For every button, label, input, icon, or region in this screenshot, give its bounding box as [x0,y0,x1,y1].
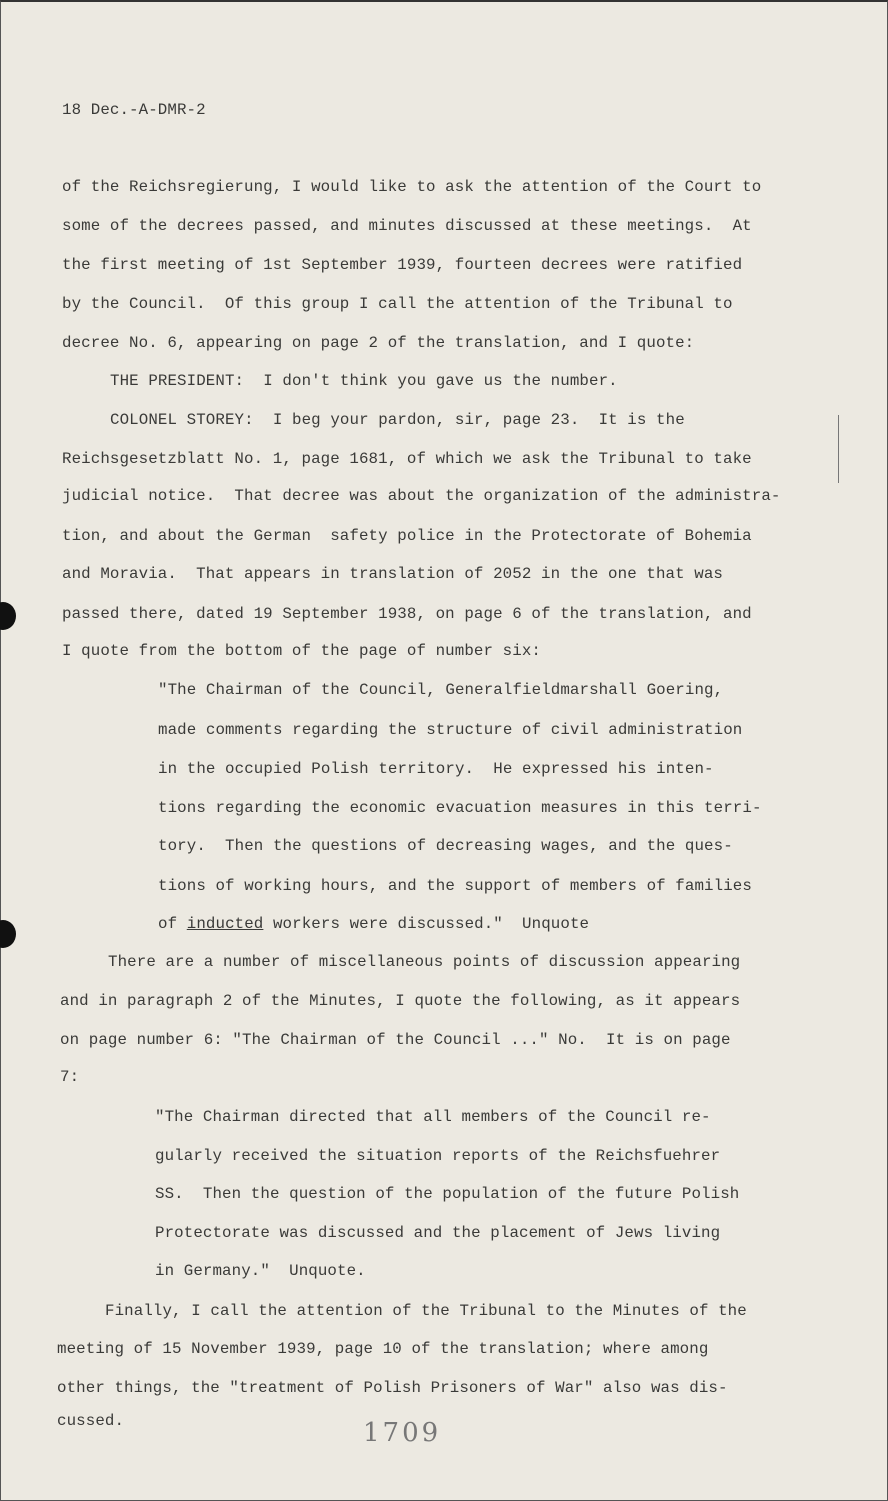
quote-line: tions of working hours, and the support of members of families [158,877,752,895]
text-line: tion, and about the German safety police in the Protectorate of Bohemia [62,527,752,545]
text-line: by the Council. Of this group I call the attention of the Tribunal to [62,295,733,313]
text-line: cussed. [57,1412,125,1430]
text-line: There are a number of miscellaneous points of discussion appearing [108,953,741,971]
text-line: I quote from the bottom of the page of number six: [62,642,541,660]
text-line: Finally, I call the attention of the Tribunal to the Minutes of the [105,1302,747,1320]
text-line: some of the decrees passed, and minutes discussed at these meetings. At [62,217,752,235]
quote-line: gularly received the situation reports of the Reichsfuehrer [155,1147,721,1165]
text-line: THE PRESIDENT: I don't think you gave us the number. [110,372,618,390]
text-line: passed there, dated 19 September 1938, on page 6 of the translation, and [62,605,752,623]
text-segment: of [158,915,187,933]
text-line: and in paragraph 2 of the Minutes, I quote the following, as it appears [60,992,741,1010]
text-line: and Moravia. That appears in translation of 2052 in the one that was [62,565,723,583]
quote-line: tions regarding the economic evacuation measures in this terri- [158,799,762,817]
text-line: decree No. 6, appearing on page 2 of the translation, and I quote: [62,334,695,352]
text-line: on page number 6: "The Chairman of the Council ..." No. It is on page [60,1031,731,1049]
underlined-word: inducted [186,915,264,933]
quote-line: in Germany." Unquote. [155,1262,366,1280]
text-line: of the Reichsregierung, I would like to ask the attention of the Court to [62,178,762,196]
text-line: Reichsgesetzblatt No. 1, page 1681, of which we ask the Tribunal to take [62,450,752,468]
quote-line: tory. Then the questions of decreasing wages, and the ques- [158,837,733,855]
text-line: meeting of 15 November 1939, page 10 of the translation; where among [57,1340,709,1358]
text-line: COLONEL STOREY: I beg your pardon, sir, page 23. It is the [110,411,685,429]
text-segment: workers were discussed." Unquote [263,915,590,933]
text-line: judicial notice. That decree was about the organization of the administra- [62,487,781,505]
margin-mark [838,415,839,483]
document-header: 18 Dec.-A-DMR-2 [62,101,206,119]
quote-line [158,914,589,934]
quote-line: in the occupied Polish territory. He expressed his inten- [158,760,714,778]
quote-line: SS. Then the question of the population of the future Polish [155,1185,740,1203]
quote-line: "The Chairman of the Council, Generalfieldmarshall Goering, [158,681,724,699]
text-line: other things, the "treatment of Polish Prisoners of War" also was dis- [57,1379,728,1397]
quote-line: Protectorate was discussed and the placement of Jews living [155,1224,721,1242]
text-line: 7: [60,1068,80,1086]
handwritten-page-number: 1709 [363,1418,442,1448]
text-line: the first meeting of 1st September 1939, fourteen decrees were ratified [62,256,743,274]
quote-line: "The Chairman directed that all members of the Council re- [155,1108,711,1126]
quote-line: made comments regarding the structure of civil administration [158,721,743,739]
